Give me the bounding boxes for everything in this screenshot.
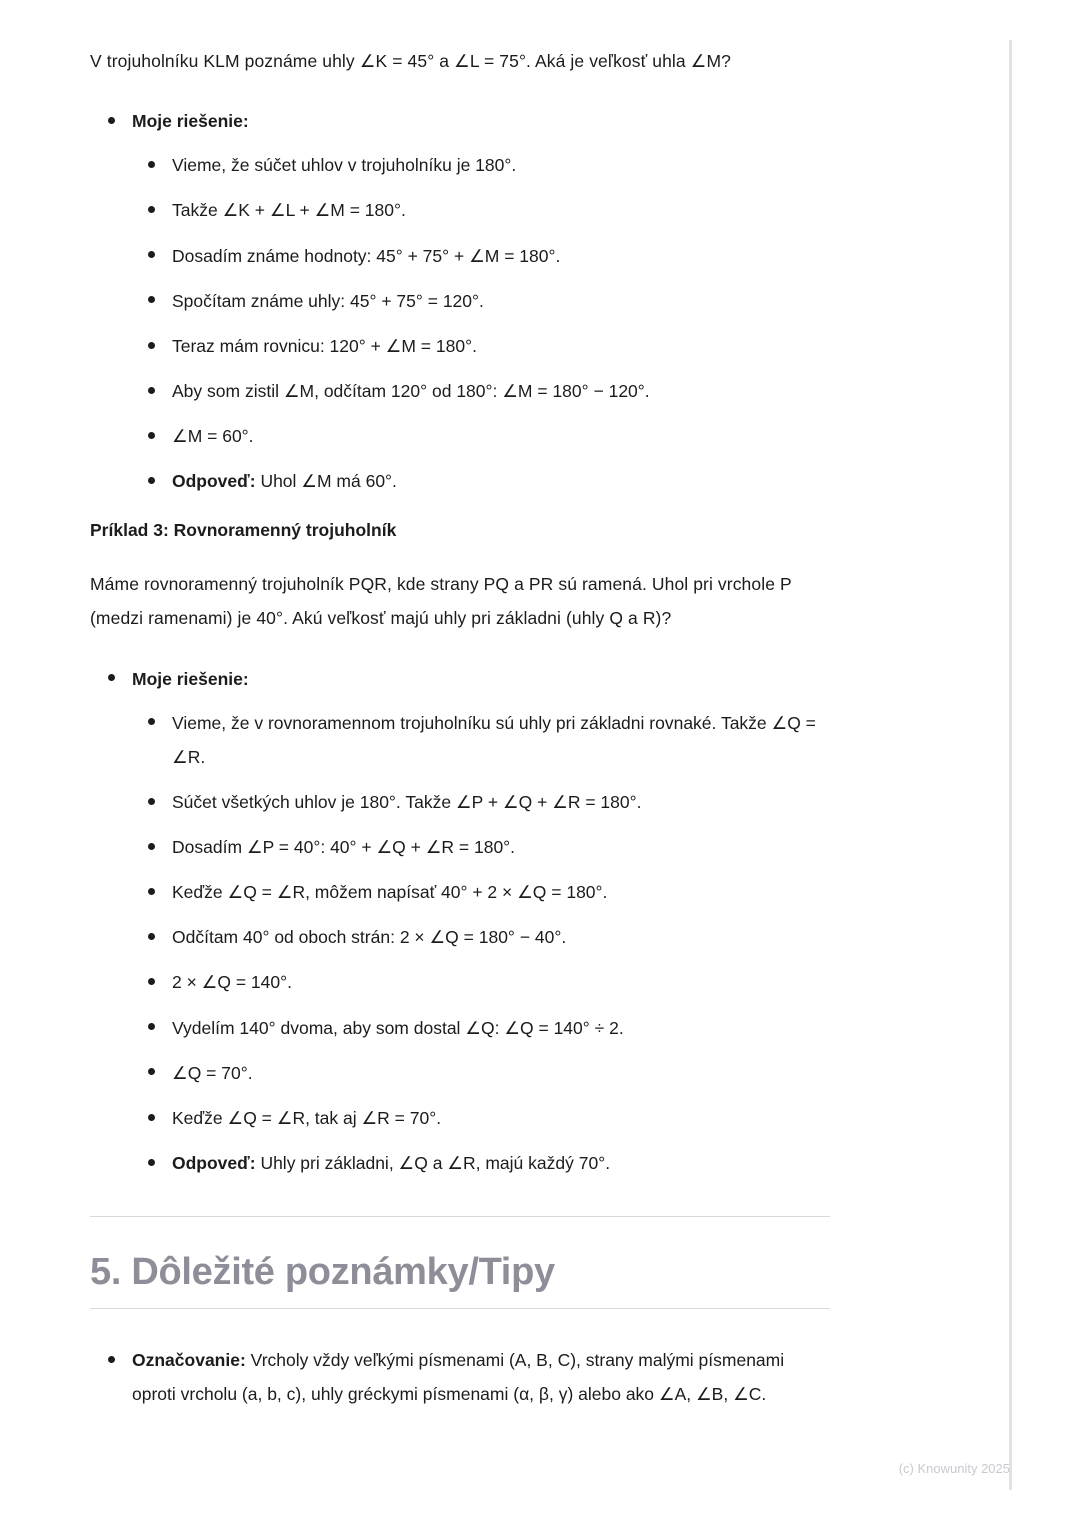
list-item [140,920,830,954]
answer-item-1 [140,464,830,498]
step-text: Odčítam 40° od oboch strán: 2 × ∠Q = 180° − 40°. [172,927,567,948]
bullet-icon [148,888,155,895]
list-item [140,706,830,774]
answer-text-2: Uhly pri základni, ∠Q a ∠R, majú každý 70°. [260,1152,611,1173]
bullet-icon [148,1159,155,1166]
solution-label-1: Moje riešenie: [132,111,249,132]
bullet-icon [148,1114,155,1121]
list-item [140,785,830,819]
heading-underline [90,1308,830,1309]
solution-steps-2 [132,706,830,1180]
step-text: Aby som zistil ∠M, odčítam 120° od 180°: ∠M = 180° − 120°. [172,380,650,401]
bullet-icon [148,206,155,213]
list-item [140,193,830,227]
list-item [140,1101,830,1135]
step-text: ∠Q = 70°. [172,1062,253,1083]
list-item [140,148,830,182]
bullet-icon [148,843,155,850]
bullet-icon [148,798,155,805]
scrollbar-track[interactable] [1009,40,1012,1490]
solution-item-2 [100,662,830,1181]
solution-block-1 [90,104,830,498]
list-item [140,830,830,864]
answer-label-1: Odpoveď: [172,471,256,492]
list-item [140,419,830,453]
list-item [140,1056,830,1090]
bullet-icon [148,1068,155,1075]
list-item [140,239,830,273]
bullet-icon [148,296,155,303]
watermark: (c) Knowunity 2025 [898,1461,1010,1476]
intro-paragraph: V trojuholníku KLM poznáme uhly ∠K = 45° a ∠L = 75°. Aká je veľkosť uhla ∠M? [90,51,731,71]
bullet-icon [148,161,155,168]
bullet-icon [148,718,155,725]
list-item [140,1011,830,1045]
document-content [90,44,830,1433]
answer-text-1: Uhol ∠M má 60°. [260,471,397,492]
bullet-icon [148,978,155,985]
bullet-icon [148,1023,155,1030]
list-item [140,284,830,318]
step-text: Vydelím 140° dvoma, aby som dostal ∠Q: ∠Q = 140° ÷ 2. [172,1017,624,1038]
bullet-icon [148,251,155,258]
list-item [140,329,830,363]
answer-item-2 [140,1146,830,1180]
tips-list [90,1343,830,1411]
step-text: 2 × ∠Q = 140°. [172,972,292,993]
section5-title: 5. Dôležité poznámky/Tipy [90,1251,555,1293]
step-text: Keďže ∠Q = ∠R, tak aj ∠R = 70°. [172,1107,442,1128]
step-text: Takže ∠K + ∠L + ∠M = 180°. [172,200,406,221]
tip1-label: Označovanie: [132,1350,246,1370]
solution-label-2: Moje riešenie: [132,668,249,689]
solution-item-1 [100,104,830,498]
step-text: Dosadím ∠P = 40°: 40° + ∠Q + ∠R = 180°. [172,837,516,857]
tip1-text: Vrcholy vždy veľkými písmenami (A, B, C), strany malými písmenami oproti vrcholu (a, b, c), uhly gréckymi písmenami (α, β, γ) alebo ako ∠A, ∠B, ∠C. [132,1350,785,1405]
step-text: Vieme, že v rovnoramennom trojuholníku sú uhly pri základni rovnaké. Takže ∠Q = ∠R. [172,712,816,767]
solution-block-2 [90,662,830,1181]
step-text: Dosadím známe hodnoty: 45° + 75° + ∠M = 180°. [172,245,561,266]
bullet-icon [108,674,115,681]
divider [90,1216,830,1217]
list-item [140,875,830,909]
bullet-icon [148,342,155,349]
list-item [140,374,830,408]
list-item [140,965,830,999]
bullet-icon [108,1356,115,1363]
solution-steps-1 [132,148,830,498]
example3-paragraph: Máme rovnoramenný trojuholník PQR, kde strany PQ a PR sú ramená. Uhol pri vrchole P (medzi ramenami) je 40°. Akú veľkosť majú uhly pri základni (uhly Q a R)? [90,574,792,629]
step-text: Súčet všetkých uhlov je 180°. Takže ∠P + ∠Q + ∠R = 180°. [172,791,642,812]
bullet-icon [148,432,155,439]
bullet-icon [148,933,155,940]
bullet-icon [108,117,115,124]
bullet-icon [148,387,155,394]
step-text: Spočítam známe uhly: 45° + 75° = 120°. [172,290,484,311]
list-item [100,1343,830,1411]
example3-heading: Príklad 3: Rovnoramenný trojuholník [90,520,397,541]
answer-label-2: Odpoveď: [172,1152,256,1173]
step-text: Teraz mám rovnicu: 120° + ∠M = 180°. [172,335,477,356]
bullet-icon [148,477,155,484]
step-text: Vieme, že súčet uhlov v trojuholníku je 180°. [172,155,517,176]
step-text: ∠M = 60°. [172,426,254,446]
step-text: Keďže ∠Q = ∠R, môžem napísať 40° + 2 × ∠Q = 180°. [172,882,608,903]
